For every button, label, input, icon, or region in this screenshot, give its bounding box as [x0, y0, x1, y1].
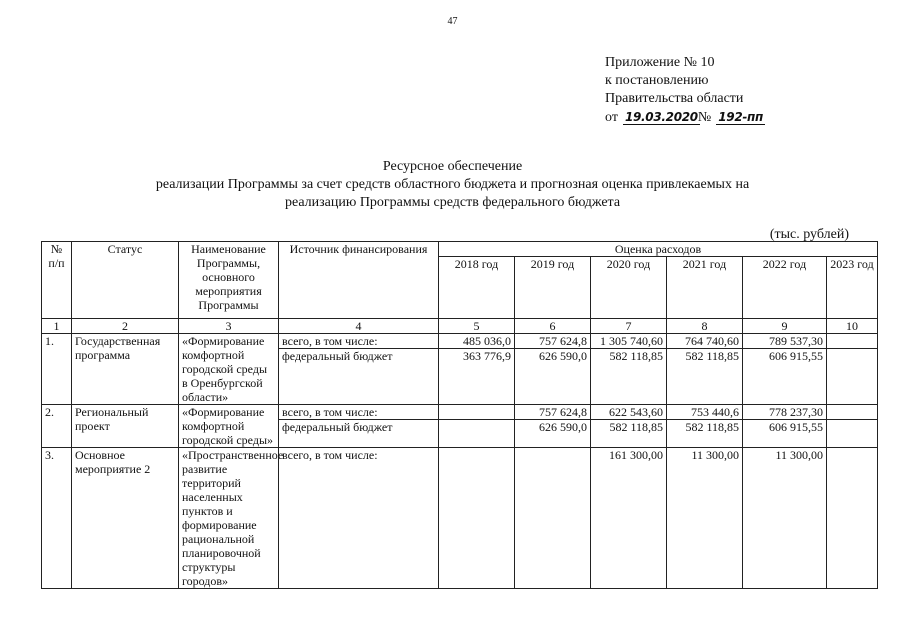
- value-cell: 626 590,0: [515, 420, 591, 448]
- appendix-line-2: к постановлению: [605, 73, 709, 88]
- value-cell: [439, 405, 515, 420]
- value-cell: 626 590,0: [515, 349, 591, 405]
- resource-table: [41, 241, 878, 589]
- value-cell: 11 300,00: [743, 448, 827, 589]
- header-name: Наименование Программы, основного мероприятия Программы: [179, 242, 279, 319]
- value-cell: [827, 448, 878, 589]
- title-line-1: Ресурсное обеспечение: [382, 159, 523, 174]
- col-number: 6: [515, 319, 591, 334]
- title-line-3: реализацию Программы средств федерального бюджета: [284, 195, 621, 210]
- row-source: федеральный бюджет: [279, 349, 439, 405]
- row-num: 2.: [42, 405, 72, 448]
- header-year: 2022 год: [743, 257, 827, 319]
- value-cell: 582 118,85: [591, 349, 667, 405]
- col-number: 3: [179, 319, 279, 334]
- col-number: 1: [42, 319, 72, 334]
- appendix-line-4: [605, 108, 763, 127]
- decree-date: 19.03.2020: [624, 110, 698, 124]
- col-number: 5: [439, 319, 515, 334]
- value-cell: 622 543,60: [591, 405, 667, 420]
- units-label: (тыс. рублей): [769, 227, 849, 242]
- col-number: 7: [591, 319, 667, 334]
- row-name: «Пространственное развитие территорий населенных пунктов и формирование рациональной планировочной структуры городов»: [179, 448, 279, 589]
- value-cell: 606 915,55: [743, 420, 827, 448]
- header-year: 2019 год: [515, 257, 591, 319]
- value-cell: 789 537,30: [743, 334, 827, 349]
- row-source: федеральный бюджет: [279, 420, 439, 448]
- value-cell: [439, 420, 515, 448]
- document-title: [0, 158, 905, 212]
- value-cell: [515, 448, 591, 589]
- appendix-line-1: Приложение № 10: [605, 55, 715, 70]
- value-cell: [827, 334, 878, 349]
- title-line-2: реализации Программы за счет средств областного бюджета и прогнозная оценка привлекаемых на: [155, 177, 750, 192]
- col-number: 2: [72, 319, 179, 334]
- row-status: Региональный проект: [72, 405, 179, 448]
- value-cell: 606 915,55: [743, 349, 827, 405]
- header-year: 2023 год: [827, 257, 878, 319]
- row-name: «Формирование комфортной городской среды»: [179, 405, 279, 448]
- value-cell: 485 036,0: [439, 334, 515, 349]
- header-num: № п/п: [42, 242, 72, 319]
- value-cell: 757 624,8: [515, 405, 591, 420]
- value-cell: [827, 349, 878, 405]
- value-cell: 757 624,8: [515, 334, 591, 349]
- header-source: Источник финансирования: [279, 242, 439, 319]
- header-year: 2018 год: [439, 257, 515, 319]
- row-status: Государственная программа: [72, 334, 179, 405]
- value-cell: [439, 448, 515, 589]
- header-status: Статус: [72, 242, 179, 319]
- header-year: 2021 год: [667, 257, 743, 319]
- no-label: №: [697, 110, 712, 125]
- value-cell: 1 305 740,60: [591, 334, 667, 349]
- value-cell: 11 300,00: [667, 448, 743, 589]
- col-number: 8: [667, 319, 743, 334]
- header-estimate: Оценка расходов: [439, 242, 878, 257]
- value-cell: 753 440,6: [667, 405, 743, 420]
- col-number: 10: [827, 319, 878, 334]
- value-cell: 764 740,60: [667, 334, 743, 349]
- row-num: 3.: [42, 448, 72, 589]
- row-source: всего, в том числе:: [279, 405, 439, 420]
- value-cell: 161 300,00: [591, 448, 667, 589]
- appendix-block: [605, 54, 763, 127]
- decree-number: 192-пп: [718, 110, 764, 124]
- value-cell: [827, 420, 878, 448]
- row-status: Основное мероприятие 2: [72, 448, 179, 589]
- value-cell: [827, 405, 878, 420]
- header-year: 2020 год: [591, 257, 667, 319]
- col-number: 4: [279, 319, 439, 334]
- value-cell: 363 776,9: [439, 349, 515, 405]
- row-name: «Формирование комфортной городской среды в Оренбургской области»: [179, 334, 279, 405]
- value-cell: 582 118,85: [591, 420, 667, 448]
- row-source: всего, в том числе:: [279, 448, 439, 589]
- appendix-line-3: Правительства области: [605, 91, 744, 106]
- from-label: от: [605, 110, 618, 125]
- value-cell: 778 237,30: [743, 405, 827, 420]
- col-number: 9: [743, 319, 827, 334]
- value-cell: 582 118,85: [667, 349, 743, 405]
- value-cell: 582 118,85: [667, 420, 743, 448]
- row-source: всего, в том числе:: [279, 334, 439, 349]
- page-number: 47: [447, 16, 458, 27]
- row-num: 1.: [42, 334, 72, 405]
